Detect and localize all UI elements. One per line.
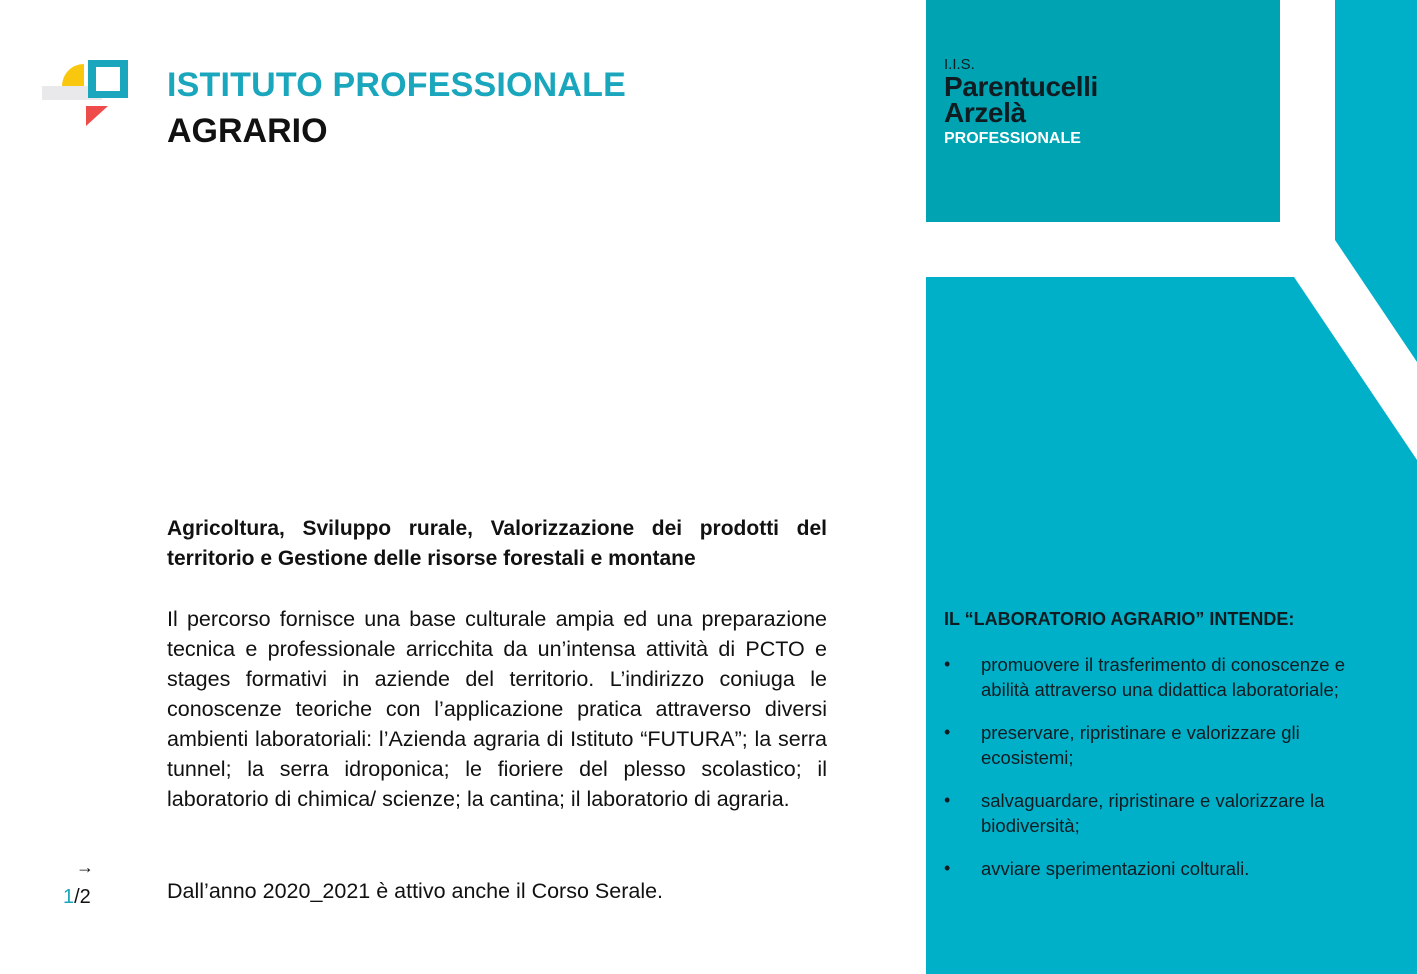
lab-section-title: IL “LABORATORIO AGRARIO” INTENDE: bbox=[944, 609, 1295, 629]
list-item-text: preservare, ripristinare e valorizzare gli ecosistemi; bbox=[981, 722, 1300, 768]
bullet-icon: • bbox=[944, 790, 951, 810]
school-logo-icon bbox=[42, 58, 132, 128]
course-subtitle: Agricoltura, Sviluppo rurale, Valorizzazione dei prodotti del territorio e Gestione delle risorse forestali e montane bbox=[167, 517, 827, 570]
page-total: /2 bbox=[74, 886, 91, 908]
school-name bbox=[944, 71, 1098, 128]
bullet-icon: • bbox=[944, 722, 951, 742]
evening-course-note: Dall’anno 2020_2021 è attivo anche il Corso Serale. bbox=[167, 879, 664, 903]
list-item bbox=[944, 788, 1364, 838]
school-type: PROFESSIONALE bbox=[944, 130, 1081, 147]
list-item bbox=[944, 856, 1364, 881]
list-item bbox=[944, 720, 1364, 770]
bullet-icon: • bbox=[944, 858, 951, 878]
course-description: Il percorso fornisce una base culturale ampia ed una preparazione tecnica e professionale arricchita da un’intensa attività di PCTO e stages formativi in aziende del territorio. L’indirizzo coniuga le conoscenze teoriche con l’applicazione pratica attraverso diversi ambienti laboratoriali: l’Azienda agraria di Istituto “FUTURA”; la serra tunnel; la serra idroponica; le fioriere del plesso scolastico; il laboratorio di chimica/ scienze; la cantina; il laboratorio di agraria. bbox=[167, 607, 827, 811]
list-item-text: avviare sperimentazioni colturali. bbox=[981, 858, 1250, 879]
school-name-line1: Parentucelli bbox=[944, 71, 1098, 102]
school-name-line2: Arzelà bbox=[944, 97, 1026, 128]
bullet-icon: • bbox=[944, 654, 951, 674]
page-indicator bbox=[63, 886, 91, 909]
lab-goals-list bbox=[944, 652, 1364, 881]
page-subtitle: AGRARIO bbox=[167, 112, 328, 150]
school-abbreviation: I.I.S. bbox=[944, 56, 975, 73]
arrow-right-icon[interactable]: → bbox=[76, 857, 94, 877]
list-item bbox=[944, 652, 1364, 702]
list-item-text: promuovere il trasferimento di conoscenze e abilità attraverso una didattica laboratoriale; bbox=[981, 654, 1346, 700]
list-item-text: salvaguardare, ripristinare e valorizzare la biodiversità; bbox=[981, 790, 1325, 836]
page-title: ISTITUTO PROFESSIONALE bbox=[167, 66, 627, 104]
page-current: 1 bbox=[63, 886, 75, 908]
